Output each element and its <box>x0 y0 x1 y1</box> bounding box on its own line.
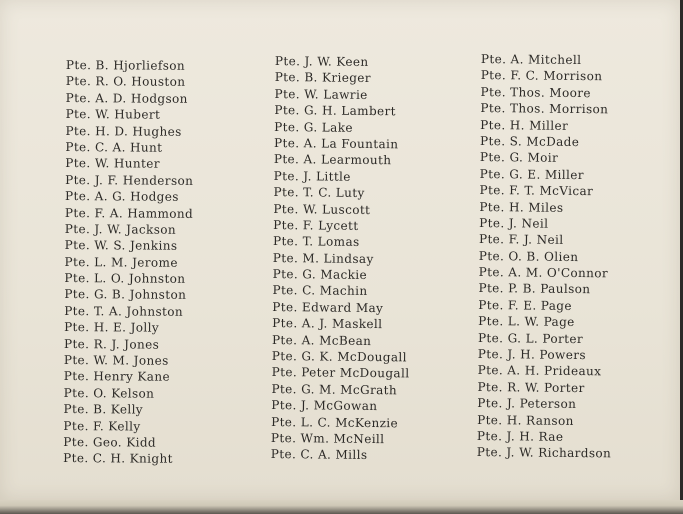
name-column-1 <box>63 57 194 468</box>
name-entry: Pte. G. K. McDougall <box>271 349 408 365</box>
name-column-3 <box>477 51 616 462</box>
name-entry: Pte. Henry Kane <box>63 369 171 385</box>
name-entry: Pte. L. W. Page <box>478 314 575 330</box>
name-entry: Pte. O. B. Olien <box>478 248 579 264</box>
name-entry: Pte. O. Kelson <box>63 385 155 401</box>
name-entry: Pte. H. E. Jolly <box>64 320 160 335</box>
name-entry: Pte. J. Little <box>273 168 351 184</box>
name-entry: Pte. L. O. Johnston <box>64 271 186 286</box>
name-entry: Pte. A. J. Maskell <box>272 316 383 332</box>
name-entry: Pte. S. McDade <box>479 133 580 149</box>
name-entry: Pte. F. E. Page <box>478 297 572 313</box>
name-entry: Pte. A. G. Hodges <box>64 189 179 204</box>
page-edge <box>0 500 683 514</box>
name-entry: Pte. W. M. Jones <box>63 353 169 368</box>
name-entry: Pte. J. Neil <box>479 215 549 231</box>
name-entry: Pte. Wm. McNeill <box>270 430 385 447</box>
name-entry: Pte. H. Miller <box>480 117 569 133</box>
name-entry: Pte. J. W. Richardson <box>476 445 612 461</box>
name-entry: Pte. C. Machin <box>272 283 368 299</box>
name-entry: Pte. A. Learmouth <box>273 152 392 168</box>
name-entry: Pte. F. Lycett <box>273 217 359 233</box>
name-entry: Pte. W. Hunter <box>65 156 160 172</box>
name-entry: Pte. W. Hubert <box>65 107 161 122</box>
name-entry: Pte. G. M. McGrath <box>271 381 398 398</box>
name-entry: Pte. A. M. O'Connor <box>478 265 609 281</box>
name-entry: Pte. H. Ranson <box>477 412 574 428</box>
name-entry: Pte. L. M. Jerome <box>64 254 178 270</box>
name-entry: Pte. T. Lomas <box>272 234 360 250</box>
name-entry: Pte. T. A. Johnston <box>64 303 184 319</box>
name-entry: Pte. Peter McDougall <box>271 365 410 381</box>
name-entry: Pte. C. H. Knight <box>63 451 173 467</box>
name-entry: Pte. F. Kelly <box>63 418 141 434</box>
name-entry: Pte. R. J. Jones <box>63 336 160 352</box>
name-entry: Pte. W. Luscott <box>273 201 371 217</box>
name-entry: Pte. F. C. Morrison <box>480 68 603 84</box>
name-entry: Pte. B. Krieger <box>274 70 372 86</box>
name-entry: Pte. G. E. Miller <box>479 166 585 182</box>
name-entry: Pte. G. L. Porter <box>477 330 584 346</box>
name-entry: Pte. J. H. Powers <box>477 347 587 363</box>
name-entry: Pte. W. S. Jenkins <box>64 238 178 254</box>
name-entry: Pte. R. O. Houston <box>65 74 186 90</box>
name-entry: Pte. F. A. Hammond <box>64 205 194 221</box>
name-entry: Pte. B. Kelly <box>63 402 144 417</box>
name-entry: Pte. G. Mackie <box>272 267 368 283</box>
name-entry: Pte. Thos. Morrison <box>480 101 609 117</box>
name-entry: Pte. C. A. Mills <box>270 447 368 463</box>
name-entry: Pte. G. Moir <box>479 150 559 166</box>
name-entry: Pte. L. C. McKenzie <box>271 414 399 430</box>
name-entry: Pte. T. C. Luty <box>273 185 365 201</box>
name-entry: Pte. G. B. Johnston <box>64 287 187 303</box>
name-entry: Pte. Thos. Moore <box>480 84 591 100</box>
name-entry: Pte. Geo. Kidd <box>63 434 157 450</box>
name-entry: Pte. J. F. Henderson <box>65 172 194 188</box>
name-entry: Pte. C. A. Hunt <box>65 139 163 155</box>
name-entry: Pte. G. H. Lambert <box>274 103 397 119</box>
name-entry: Pte. J. McGowan <box>271 398 378 414</box>
name-entry: Pte. A. Mitchell <box>480 51 582 68</box>
name-entry: Pte. A. H. Prideaux <box>477 363 602 379</box>
name-entry: Pte. R. W. Porter <box>477 379 585 395</box>
name-entry: Pte. Edward May <box>272 299 384 316</box>
name-entry: Pte. G. Lake <box>274 119 354 135</box>
name-entry: Pte. B. Hjorliefson <box>65 57 186 73</box>
name-entry: Pte. W. Lawrie <box>274 86 368 102</box>
name-entry: Pte. A. La Fountain <box>273 135 399 152</box>
name-column-2 <box>271 53 413 464</box>
name-entry: Pte. A. McBean <box>271 332 372 348</box>
name-entry: Pte. A. D. Hodgson <box>65 90 188 106</box>
name-entry: Pte. F. J. Neil <box>478 232 564 248</box>
name-entry: Pte. F. T. McVicar <box>479 183 594 199</box>
name-entry: Pte. H. D. Hughes <box>65 123 182 139</box>
name-entry: Pte. J. Peterson <box>477 396 577 412</box>
name-entry: Pte. J. W. Keen <box>274 53 369 69</box>
name-entry: Pte. H. Miles <box>479 199 564 215</box>
name-entry: Pte. J. W. Jackson <box>64 221 177 237</box>
name-entry: Pte. P. B. Paulson <box>478 281 591 297</box>
name-entry: Pte. J. H. Rae <box>476 428 564 444</box>
name-entry: Pte. M. Lindsay <box>272 250 374 266</box>
